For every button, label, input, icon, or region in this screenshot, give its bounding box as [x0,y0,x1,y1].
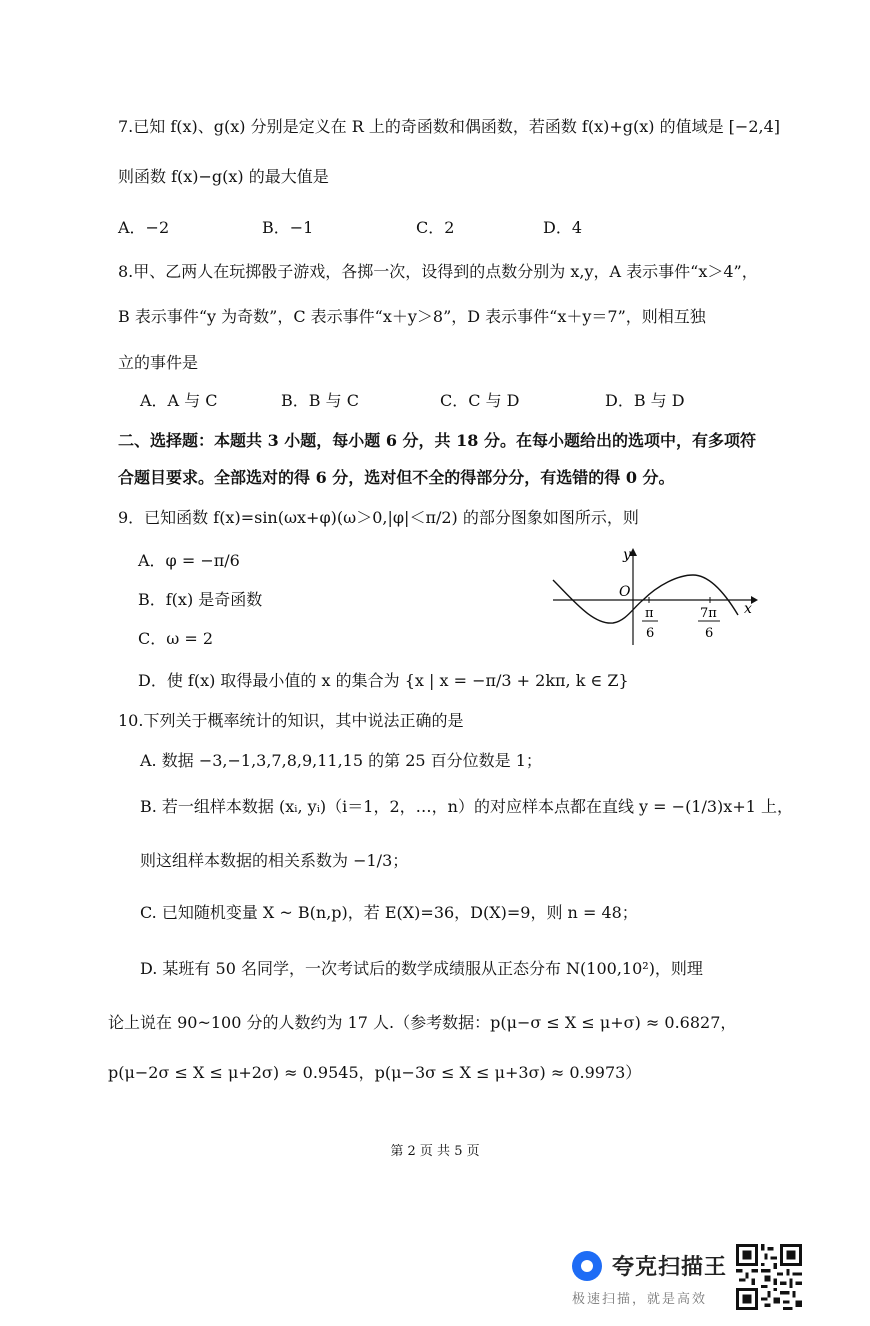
tick1-numerator: π [645,606,654,621]
q10-option-c: C. 已知随机变量 X ~ B(n,p)，若 E(X)=36，D(X)=9，则 n = 48； [140,903,638,922]
q10-stem: 10.下列关于概率统计的知识，其中说法正确的是 [118,711,464,730]
q8-line2: B 表示事件“y 为奇数”，C 表示事件“x＋y＞8”，D 表示事件“x＋y＝7”，则相互独 [118,307,706,326]
qr-code-icon [736,1244,802,1310]
watermark-title: 夸克扫描王 [612,1255,728,1280]
tick2-numerator: 7π [700,606,717,621]
section2-line2: 合题目要求。全部选对的得 6 分，选对但不全的得部分分，有选错的得 0 分。 [118,468,675,487]
q8-option-c: C．C 与 D [440,391,520,410]
origin-label: O [619,584,631,600]
q9-option-b: B．f(x) 是奇函数 [138,590,263,609]
y-axis-label: y [623,547,631,563]
section2-line1: 二、选择题：本题共 3 小题，每小题 6 分，共 18 分。在每小题给出的选项中，有多项符 [118,431,756,450]
q9-option-d: D．使 f(x) 取得最小值的 x 的集合为 {x | x = −π/3 + 2kπ, k ∈ Z} [138,671,629,690]
q10-option-d-line2: 论上说在 90~100 分的人数约为 17 人.（参考数据：p(μ−σ ≤ X ≤ μ+σ) ≈ 0.6827， [108,1013,737,1032]
x-axis-label: x [744,601,752,617]
q8-option-a: A．A 与 C [140,391,218,410]
q10-option-a: A. 数据 −3,−1,3,7,8,9,11,15 的第 25 百分位数是 1； [140,751,542,770]
q8-option-b: B．B 与 C [281,391,359,410]
q10-option-d-line3: p(μ−2σ ≤ X ≤ μ+2σ) ≈ 0.9545，p(μ−3σ ≤ X ≤ μ+3σ) ≈ 0.9973） [108,1063,642,1082]
q10-option-b-line2: 则这组样本数据的相关系数为 −1/3； [140,851,409,870]
q9-option-c: C．ω = 2 [138,629,214,648]
page-footer: 第 2 页 共 5 页 [390,1144,480,1159]
q8-line1: 8.甲、乙两人在玩掷骰子游戏，各掷一次，设得到的点数分别为 x,y，A 表示事件“x＞4”， [118,262,758,281]
q9-stem: 9．已知函数 f(x)=sin(ωx+φ)(ω＞0,|φ|＜π/2) 的部分图象如图所示，则 [118,508,639,527]
q10-option-d-line1: D. 某班有 50 名同学，一次考试后的数学成绩服从正态分布 N(100,10²)，则理 [140,959,703,978]
q7-option-c: C．2 [416,218,455,237]
watermark-subtitle: 极速扫描，就是高效 [572,1292,708,1307]
q7-line1: 7.已知 f(x)、g(x) 分别是定义在 R 上的奇函数和偶函数，若函数 f(x)+g(x) 的值域是 [−2,4] [118,117,781,136]
q7-line2: 则函数 f(x)−g(x) 的最大值是 [118,167,329,186]
q9-option-a: A．φ = −π/6 [138,551,240,570]
scanner-watermark [572,1243,732,1313]
q7-option-d: D．4 [543,218,583,237]
quark-logo-icon [572,1251,602,1281]
q8-line3: 立的事件是 [118,353,199,372]
q7-option-b: B．−1 [262,218,314,237]
q8-option-d: D．B 与 D [605,391,685,410]
q7-option-a: A．−2 [118,218,170,237]
tick1-denominator: 6 [646,626,655,641]
q10-option-b-line1: B. 若一组样本数据 (xᵢ, yᵢ)（i＝1，2，…，n）的对应样本点都在直线 y = −(1/3)x+1 上， [140,797,793,816]
q9-sine-graph [548,545,758,655]
tick2-denominator: 6 [705,626,714,641]
x-axis-arrow-icon [751,596,758,604]
